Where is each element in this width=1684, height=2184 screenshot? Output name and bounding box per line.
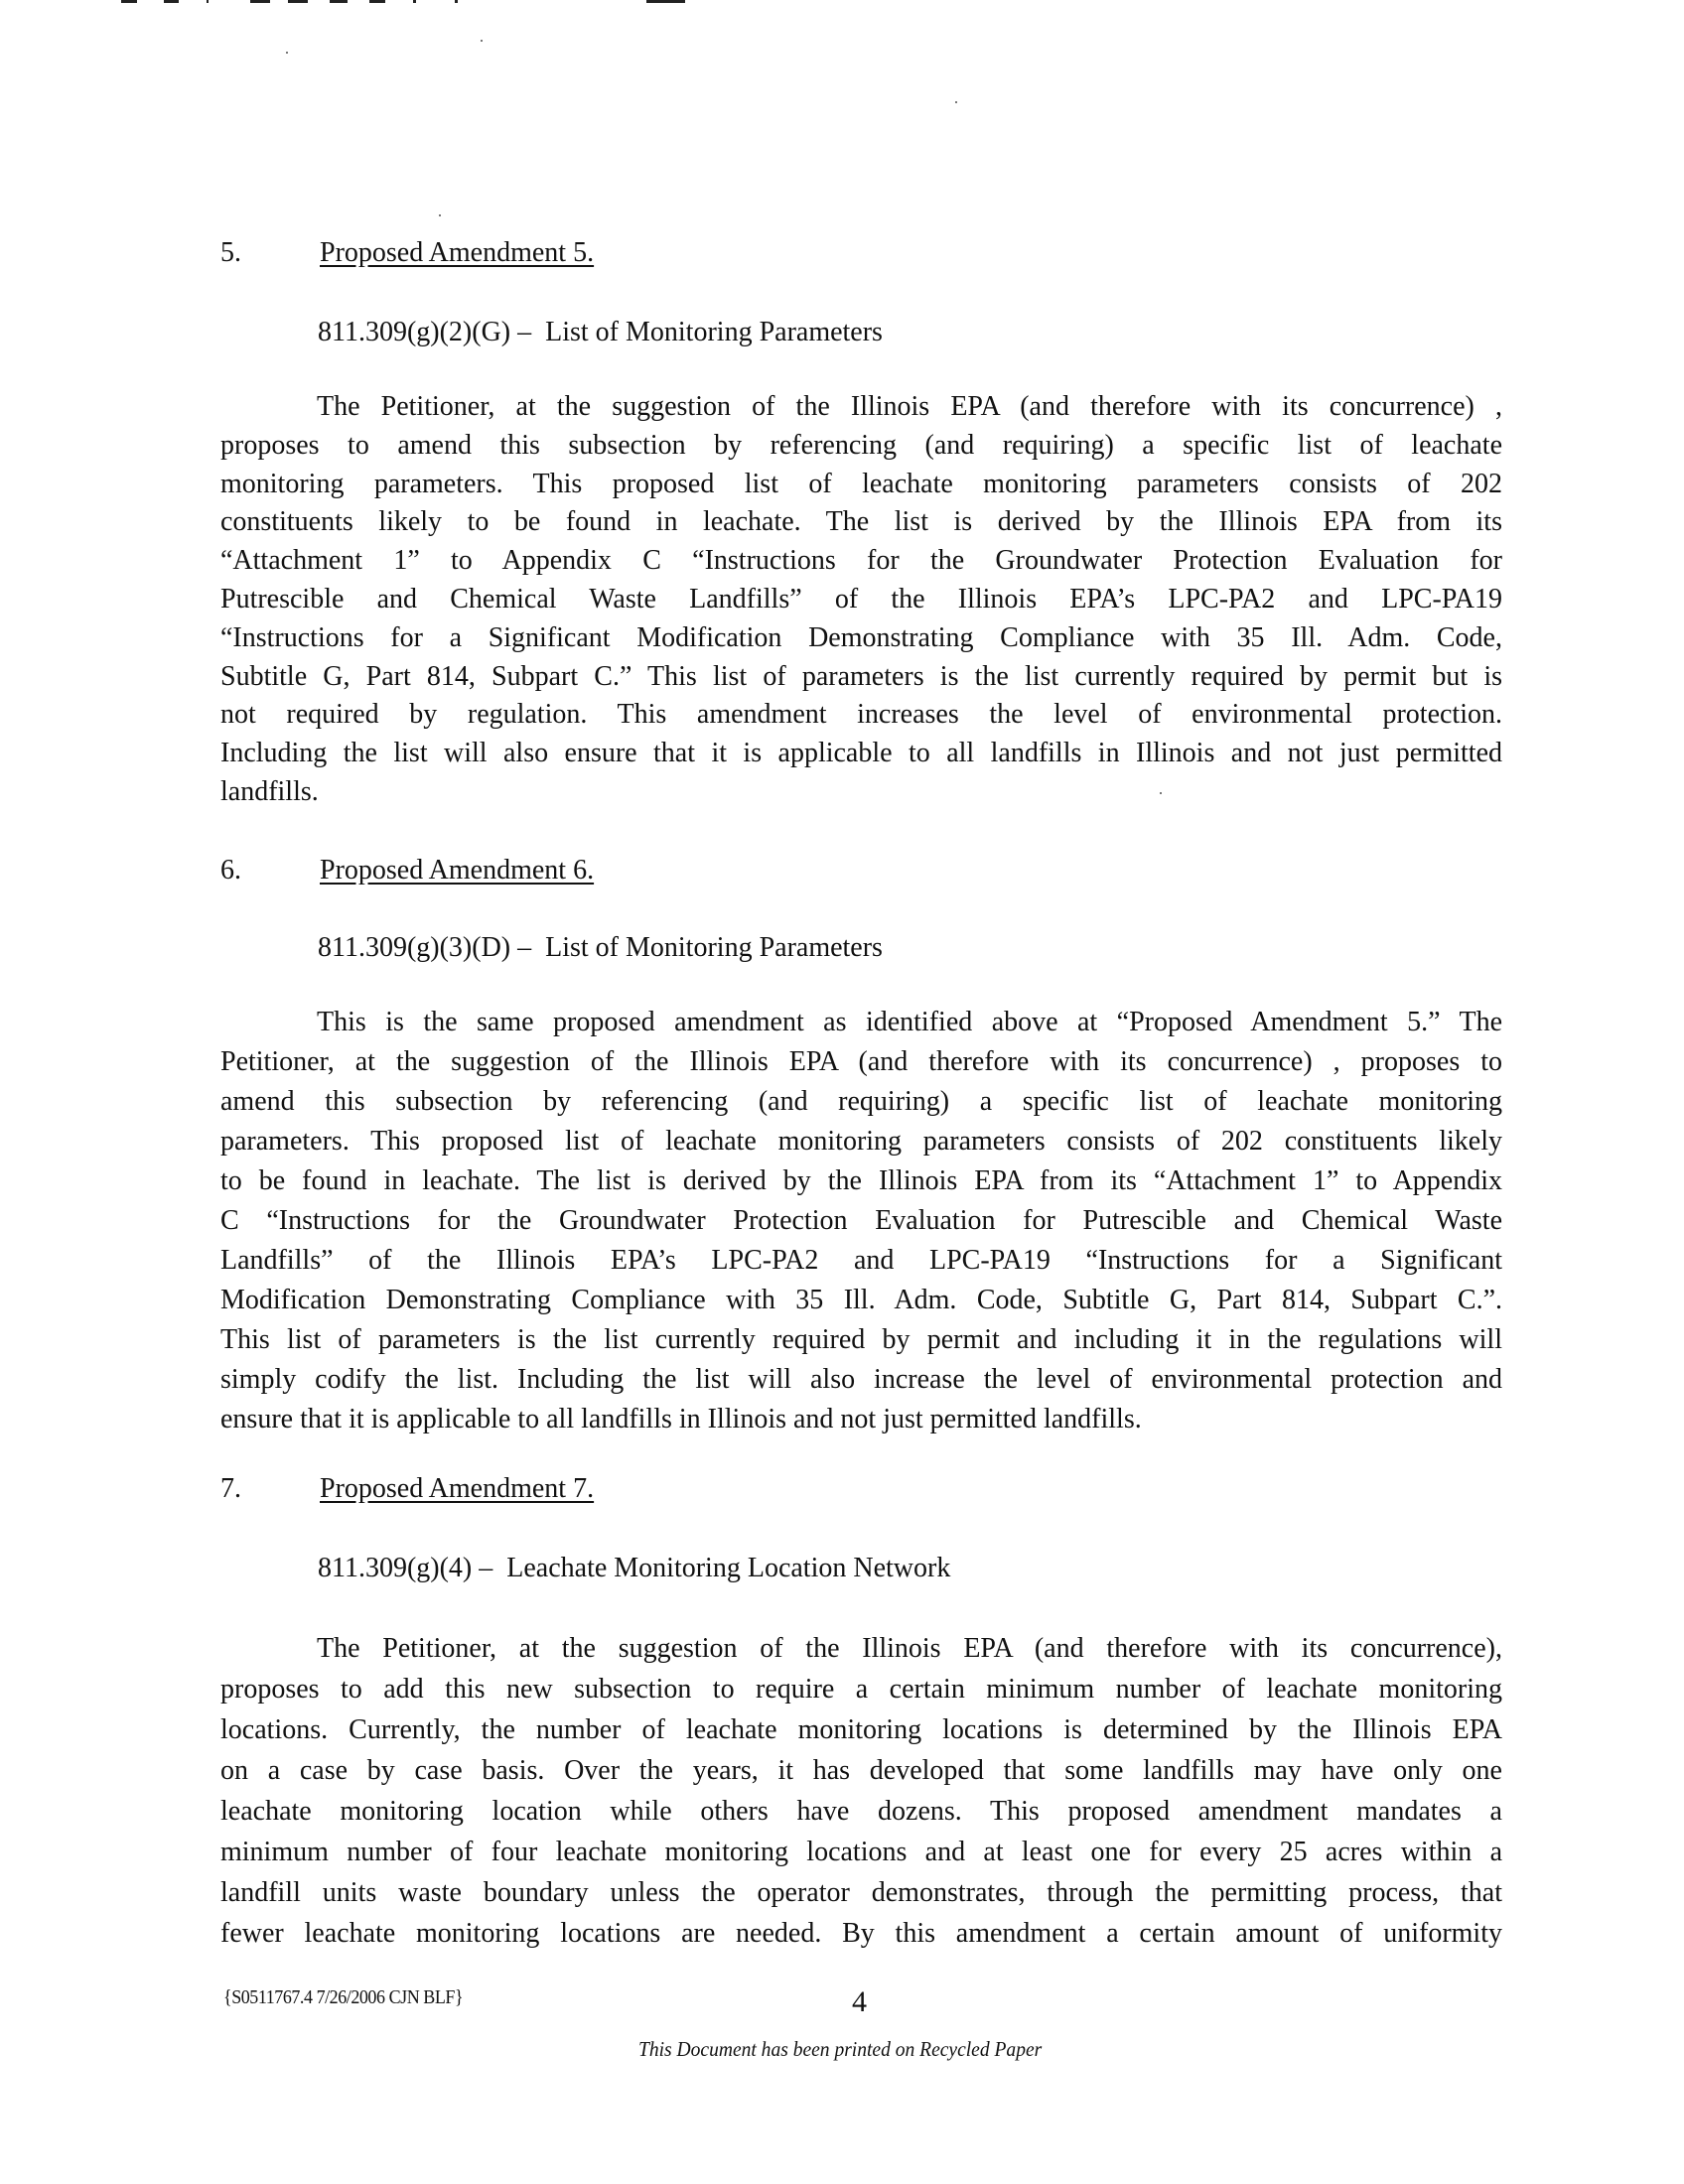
section-subheading: 811.309(g)(3)(D) – List of Monitoring Parameters — [318, 932, 883, 963]
body-line: amend this subsection by referencing (and requiring) a specific list of leachate monitoring — [220, 1086, 1502, 1117]
scan-artifact — [646, 0, 685, 3]
body-line: “Attachment 1” to Appendix C “Instructions for the Groundwater Protection Evaluation for — [220, 545, 1502, 577]
body-line: Petitioner, at the suggestion of the Illinois EPA (and therefore with its concurrence) , proposes to — [220, 1046, 1502, 1077]
body-line: proposes to amend this subsection by referencing (and requiring) a specific list of leachate — [220, 429, 1502, 461]
body-line: The Petitioner, at the suggestion of the Illinois EPA (and therefore with its concurrence) , — [317, 391, 1502, 422]
section-number: 5. — [220, 237, 241, 268]
section-body — [220, 388, 1502, 812]
section-number: 7. — [220, 1473, 241, 1504]
scan-artifact — [455, 0, 458, 3]
section-body — [220, 1628, 1502, 1954]
body-line: Modification Demonstrating Compliance with 35 Ill. Adm. Code, Subtitle G, Part 814, Subpart C.”. — [220, 1285, 1502, 1315]
body-line: leachate monitoring location while others have dozens. This proposed amendment mandates a — [220, 1796, 1502, 1827]
body-line: to be found in leachate. The list is derived by the Illinois EPA from its “Attachment 1” to Appendix — [220, 1165, 1502, 1196]
section-heading: Proposed Amendment 5. — [320, 237, 595, 268]
scan-artifact — [250, 0, 270, 3]
body-line: not required by regulation. This amendment increases the level of environmental protection. — [220, 699, 1502, 731]
body-line: proposes to add this new subsection to require a certain minimum number of leachate monitoring — [220, 1674, 1502, 1705]
body-line: landfill units waste boundary unless the operator demonstrates, through the permitting process, that — [220, 1877, 1502, 1908]
body-line: This list of parameters is the list currently required by permit and including it in the regulations will — [220, 1324, 1502, 1355]
body-line: simply codify the list. Including the list will also increase the level of environmental protection and — [220, 1364, 1502, 1395]
body-line: parameters. This proposed list of leachate monitoring parameters consists of 202 constituents likely — [220, 1126, 1502, 1157]
document-id: {S0511767.4 7/26/2006 CJN BLF} — [223, 1986, 464, 2008]
body-line: ensure that it is applicable to all landfills in Illinois and not just permitted landfills. — [220, 1404, 1142, 1434]
scan-speck — [286, 52, 288, 54]
body-line: constituents likely to be found in leachate. The list is derived by the Illinois EPA from its — [220, 506, 1502, 538]
scan-speck — [481, 40, 483, 42]
body-line: minimum number of four leachate monitoring locations and at least one for every 25 acres within a — [220, 1837, 1502, 1867]
section-body — [220, 1003, 1502, 1439]
scan-artifact — [413, 0, 416, 3]
section-number: 6. — [220, 855, 241, 886]
scan-artifact — [164, 0, 179, 3]
recycled-paper-note: This Document has been printed on Recycled Paper — [638, 2037, 1043, 2061]
body-line: Landfills” of the Illinois EPA’s LPC-PA2 and LPC-PA19 “Instructions for a Significant — [220, 1245, 1502, 1276]
body-line: landfills. — [220, 775, 319, 807]
scan-artifact — [121, 0, 137, 3]
scan-artifact — [369, 0, 385, 3]
body-line: Including the list will also ensure that it is applicable to all landfills in Illinois and not just permitted — [220, 738, 1502, 769]
body-line: C “Instructions for the Groundwater Protection Evaluation for Putrescible and Chemical Waste — [220, 1205, 1502, 1236]
section-heading: Proposed Amendment 7. — [320, 1473, 595, 1504]
body-line: “Instructions for a Significant Modification Demonstrating Compliance with 35 Ill. Adm. Code, — [220, 621, 1502, 653]
body-line: on a case by case basis. Over the years, it has developed that some landfills may have only one — [220, 1755, 1502, 1786]
scan-artifact — [330, 0, 348, 3]
body-line: Subtitle G, Part 814, Subpart C.” This list of parameters is the list currently required by permit but is — [220, 660, 1502, 692]
body-line: fewer leachate monitoring locations are needed. By this amendment a certain amount of uniformity — [220, 1918, 1502, 1949]
page-number: 4 — [852, 1985, 867, 2018]
body-line: Putrescible and Chemical Waste Landfills” of the Illinois EPA’s LPC-PA2 and LPC-PA19 — [220, 583, 1502, 614]
scan-artifact — [207, 0, 209, 3]
body-line: This is the same proposed amendment as identified above at “Proposed Amendment 5.” The — [317, 1007, 1502, 1037]
body-line: monitoring parameters. This proposed list of leachate monitoring parameters consists of 202 — [220, 468, 1502, 499]
scan-artifact — [288, 0, 308, 3]
section-subheading: 811.309(g)(2)(G) – List of Monitoring Parameters — [318, 317, 883, 347]
section-subheading: 811.309(g)(4) – Leachate Monitoring Location Network — [318, 1553, 951, 1583]
body-line: locations. Currently, the number of leachate monitoring locations is determined by the Illinois EPA — [220, 1714, 1502, 1745]
scan-speck — [955, 101, 957, 103]
body-line: The Petitioner, at the suggestion of the Illinois EPA (and therefore with its concurrence), — [317, 1633, 1502, 1664]
section-heading: Proposed Amendment 6. — [320, 855, 595, 886]
scan-speck — [439, 214, 441, 216]
